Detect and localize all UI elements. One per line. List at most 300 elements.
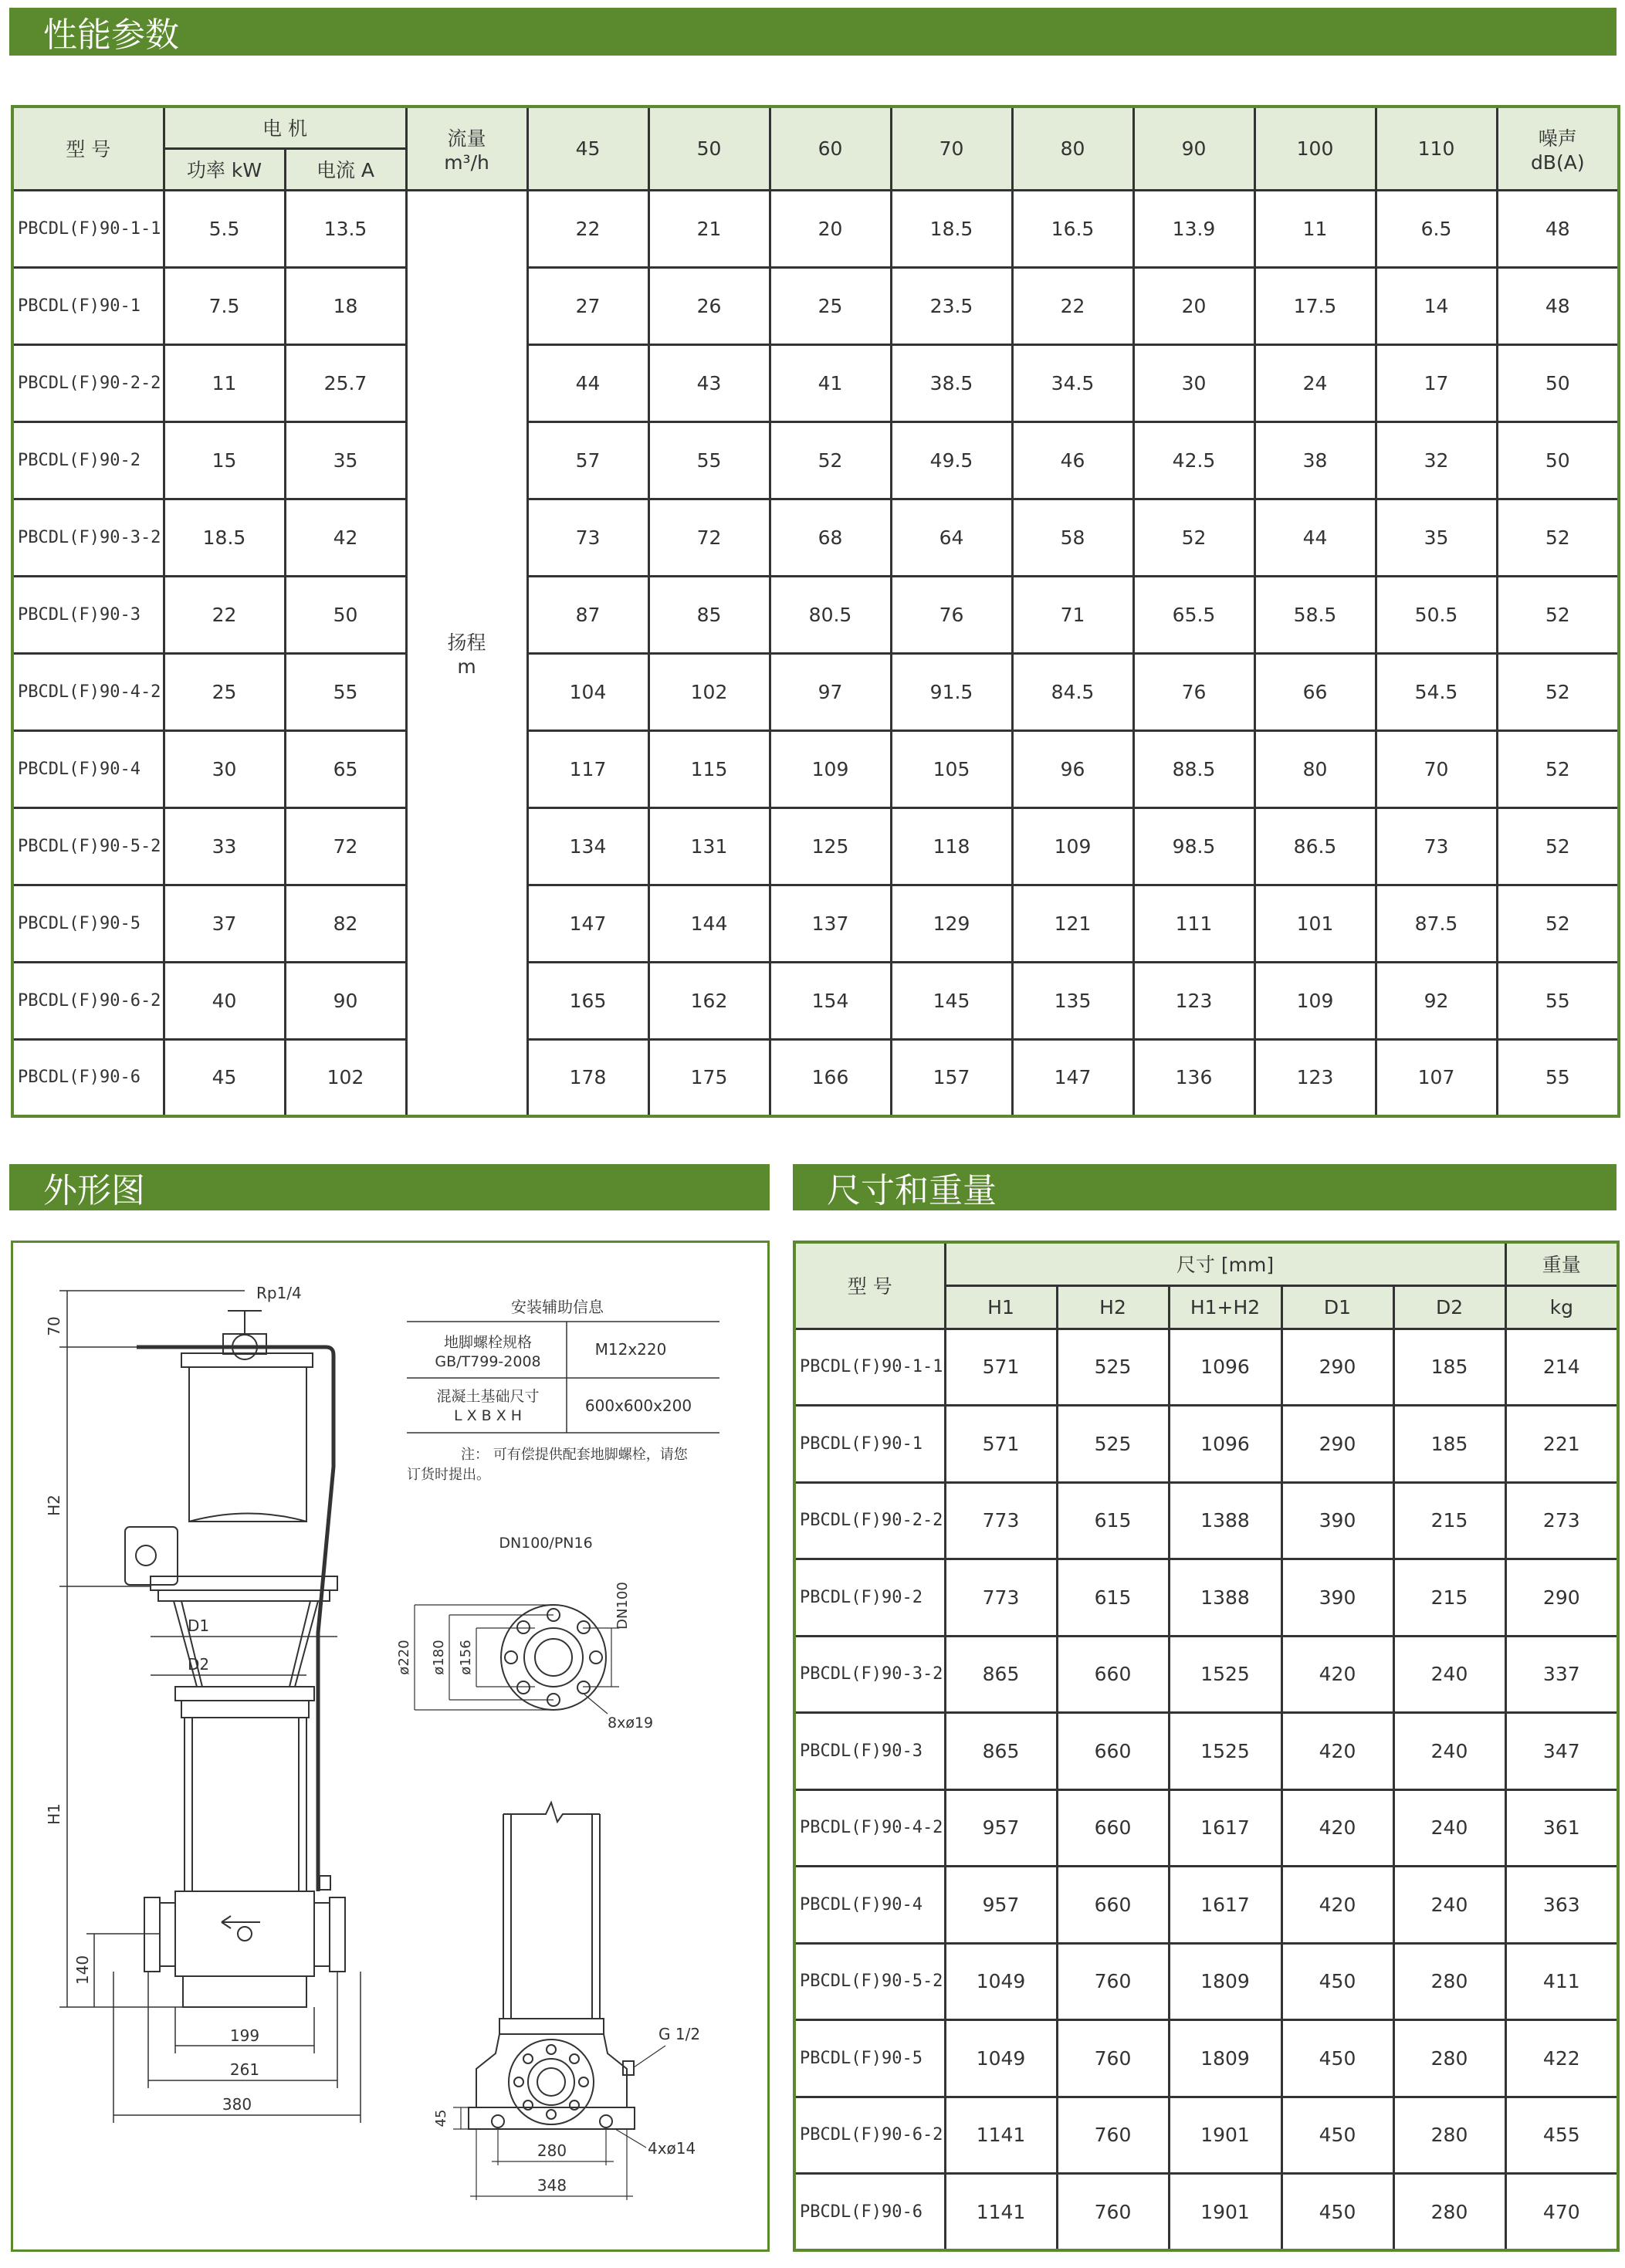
perf-header-current: 电流 A: [285, 148, 406, 190]
perf-head-cell: 147: [1012, 1039, 1133, 1116]
base-size-label: 混凝土基础尺寸: [436, 1388, 540, 1405]
perf-noise-cell: 52: [1497, 885, 1619, 962]
perf-head-label-cell: [406, 190, 527, 1116]
dim-261-label: 261: [229, 2060, 260, 2079]
perf-head-cell: 104: [527, 653, 648, 730]
perf-head-cell: 175: [648, 1039, 770, 1116]
table-row: [12, 962, 1619, 1039]
perf-current-cell: 35: [285, 421, 406, 499]
perf-model-cell: PBCDL(F)90-1: [12, 267, 164, 344]
perf-header-noise-label: 噪声: [1538, 127, 1577, 150]
perf-model-cell: PBCDL(F)90-1-1: [12, 190, 164, 267]
dim-h1-cell: 773: [945, 1482, 1057, 1559]
perf-power-cell: 18.5: [164, 499, 285, 576]
dim-header-model: 型 号: [794, 1242, 945, 1329]
perf-header-flow-unit: m³/h: [444, 151, 489, 174]
dim-h1-cell: 571: [945, 1329, 1057, 1406]
perf-head-cell: 35: [1376, 499, 1497, 576]
perf-head-cell: 6.5: [1376, 190, 1497, 267]
perf-noise-cell: 52: [1497, 807, 1619, 885]
perf-head-cell: 38: [1254, 421, 1376, 499]
dim-d1-cell: 420: [1281, 1867, 1393, 1944]
dim-model-cell: PBCDL(F)90-3: [794, 1713, 945, 1790]
perf-flow-value: 60: [770, 107, 891, 190]
perf-power-cell: 25: [164, 653, 285, 730]
perf-head-cell: 85: [648, 576, 770, 653]
perf-head-cell: 73: [527, 499, 648, 576]
dim-h2-cell: 525: [1057, 1406, 1169, 1483]
perf-power-cell: 15: [164, 421, 285, 499]
rp-label: Rp1/4: [256, 1284, 302, 1302]
flange-dn100-label: DN100: [614, 1582, 631, 1630]
bolt-standard-label: GB/T799-2008: [435, 1353, 541, 1370]
perf-head-cell: 91.5: [891, 653, 1012, 730]
dim-d1-cell: 420: [1281, 1636, 1393, 1713]
perf-head-cell: 13.9: [1133, 190, 1254, 267]
perf-model-cell: PBCDL(F)90-3-2: [12, 499, 164, 576]
perf-head-cell: 52: [1133, 499, 1254, 576]
perf-head-cell: 125: [770, 807, 891, 885]
dim-199-label: 199: [229, 2026, 260, 2045]
dim-h1h2-cell: 1096: [1169, 1329, 1281, 1406]
perf-head-cell: 38.5: [891, 344, 1012, 421]
dim-d1-cell: 450: [1281, 2097, 1393, 2174]
dim-model-cell: PBCDL(F)90-2-2: [794, 1482, 945, 1559]
dim-model-cell: PBCDL(F)90-1-1: [794, 1329, 945, 1406]
perf-noise-cell: 52: [1497, 576, 1619, 653]
perf-head-cell: 98.5: [1133, 807, 1254, 885]
flange-d180-label: ø180: [431, 1640, 447, 1675]
install-info-title: 安装辅助信息: [511, 1298, 604, 1316]
dim-kg-cell: 422: [1505, 2020, 1618, 2097]
dim-h2-cell: 525: [1057, 1329, 1169, 1406]
outline-drawing: [11, 1241, 770, 2252]
dimensions-section-title: 尺寸和重量: [827, 1171, 997, 1210]
dim-h2-cell: 660: [1057, 1636, 1169, 1713]
perf-flow-value: 80: [1012, 107, 1133, 190]
perf-current-cell: 50: [285, 576, 406, 653]
perf-current-cell: 18: [285, 267, 406, 344]
table-row: [794, 1482, 1618, 1559]
dim-380-label: 380: [222, 2095, 252, 2114]
dim-h1-cell: 957: [945, 1867, 1057, 1944]
front-dimension-labels: [45, 1284, 302, 2114]
perf-head-cell: 118: [891, 807, 1012, 885]
perf-head-cell: 11: [1254, 190, 1376, 267]
perf-model-cell: PBCDL(F)90-4: [12, 730, 164, 807]
perf-current-cell: 55: [285, 653, 406, 730]
dim-d2-cell: 240: [1393, 1789, 1505, 1867]
perf-header-noise-unit: dB(A): [1530, 151, 1585, 174]
table-row: [12, 653, 1619, 730]
perf-model-cell: PBCDL(F)90-2: [12, 421, 164, 499]
dim-model-cell: PBCDL(F)90-2: [794, 1559, 945, 1637]
perf-head-cell: 20: [1133, 267, 1254, 344]
dim-d2-cell: 240: [1393, 1713, 1505, 1790]
dim-kg-cell: 290: [1505, 1559, 1618, 1637]
dim-model-cell: PBCDL(F)90-5: [794, 2020, 945, 2097]
dim-d2-label: D2: [187, 1655, 210, 1674]
perf-head-cell: 144: [648, 885, 770, 962]
dimensions-table-body: [794, 1329, 1618, 2250]
dim-h2-cell: 760: [1057, 1943, 1169, 2020]
perf-current-cell: 90: [285, 962, 406, 1039]
table-row: [12, 421, 1619, 499]
dim-h1h2-cell: 1809: [1169, 2020, 1281, 2097]
flange-view: [396, 1535, 653, 1731]
perf-head-cell: 87.5: [1376, 885, 1497, 962]
perf-head-cell: 17: [1376, 344, 1497, 421]
perf-header-motor: 电 机: [164, 107, 406, 148]
flange-holes-label: 8xø19: [608, 1715, 654, 1731]
perf-head-cell: 22: [527, 190, 648, 267]
dim-header-h2: H2: [1057, 1285, 1169, 1329]
table-row: [794, 2020, 1618, 2097]
perf-head-cell: 27: [527, 267, 648, 344]
perf-head-cell: 97: [770, 653, 891, 730]
perf-head-cell: 86.5: [1254, 807, 1376, 885]
perf-head-cell: 135: [1012, 962, 1133, 1039]
perf-header-model: 型 号: [12, 107, 164, 190]
perf-head-unit: m: [457, 655, 476, 679]
table-row: [12, 885, 1619, 962]
dim-header-weight: 重量: [1505, 1242, 1618, 1285]
dim-h1-cell: 773: [945, 1559, 1057, 1637]
dim-d1-cell: 450: [1281, 2020, 1393, 2097]
dim-h1h2-cell: 1388: [1169, 1559, 1281, 1637]
perf-head-cell: 14: [1376, 267, 1497, 344]
perf-head-cell: 101: [1254, 885, 1376, 962]
perf-head-cell: 50.5: [1376, 576, 1497, 653]
table-row: [12, 267, 1619, 344]
dim-h1-cell: 571: [945, 1406, 1057, 1483]
perf-head-cell: 123: [1254, 1039, 1376, 1116]
dim-70-label: 70: [45, 1316, 63, 1336]
perf-header-flow: [406, 107, 527, 190]
table-row: [794, 2174, 1618, 2251]
dim-kg-cell: 411: [1505, 1943, 1618, 2020]
perf-head-cell: 52: [770, 421, 891, 499]
perf-head-cell: 30: [1133, 344, 1254, 421]
perf-head-cell: 147: [527, 885, 648, 962]
perf-header-flow-label: 流量: [447, 127, 486, 150]
perf-flow-value: 100: [1254, 107, 1376, 190]
perf-power-cell: 22: [164, 576, 285, 653]
performance-section-header: [9, 8, 1617, 56]
dim-d1-cell: 290: [1281, 1406, 1393, 1483]
table-row: [12, 499, 1619, 576]
dim-d1-cell: 420: [1281, 1713, 1393, 1790]
dim-model-cell: PBCDL(F)90-4-2: [794, 1789, 945, 1867]
table-row: [12, 190, 1619, 267]
perf-head-cell: 92: [1376, 962, 1497, 1039]
perf-power-cell: 40: [164, 962, 285, 1039]
perf-head-cell: 42.5: [1133, 421, 1254, 499]
perf-head-cell: 84.5: [1012, 653, 1133, 730]
dim-header-h1h2: H1+H2: [1169, 1285, 1281, 1329]
table-row: [794, 1406, 1618, 1483]
perf-head-cell: 64: [891, 499, 1012, 576]
install-info: [407, 1298, 719, 1483]
perf-head-cell: 154: [770, 962, 891, 1039]
perf-head-cell: 16.5: [1012, 190, 1133, 267]
dim-h1h2-cell: 1096: [1169, 1406, 1281, 1483]
dim-h2-cell: 660: [1057, 1867, 1169, 1944]
outline-section-title: 外形图: [43, 1171, 145, 1210]
perf-head-cell: 165: [527, 962, 648, 1039]
dim-h2-cell: 615: [1057, 1559, 1169, 1637]
dim-header-size: 尺寸 [mm]: [945, 1242, 1505, 1285]
perf-head-cell: 71: [1012, 576, 1133, 653]
perf-head-cell: 96: [1012, 730, 1133, 807]
perf-flow-value: 90: [1133, 107, 1254, 190]
perf-head-cell: 88.5: [1133, 730, 1254, 807]
flange-spec-label: DN100/PN16: [499, 1535, 593, 1552]
dim-d1-label: D1: [187, 1616, 210, 1635]
perf-head-cell: 115: [648, 730, 770, 807]
perf-head-cell: 105: [891, 730, 1012, 807]
dim-h1-cell: 865: [945, 1713, 1057, 1790]
g12-label: G 1/2: [658, 2025, 701, 2043]
dim-h1h2-cell: 1809: [1169, 1943, 1281, 2020]
flange-d156-label: ø156: [458, 1640, 474, 1675]
perf-flow-value: 50: [648, 107, 770, 190]
dim-h1h2-cell: 1388: [1169, 1482, 1281, 1559]
table-row: [12, 576, 1619, 653]
perf-head-cell: 18.5: [891, 190, 1012, 267]
perf-noise-cell: 52: [1497, 730, 1619, 807]
perf-current-cell: 25.7: [285, 344, 406, 421]
table-row: [794, 1713, 1618, 1790]
perf-current-cell: 82: [285, 885, 406, 962]
perf-model-cell: PBCDL(F)90-3: [12, 576, 164, 653]
perf-noise-cell: 48: [1497, 190, 1619, 267]
perf-flow-value: 70: [891, 107, 1012, 190]
perf-head-cell: 20: [770, 190, 891, 267]
dim-h1h2-cell: 1901: [1169, 2097, 1281, 2174]
perf-head-cell: 21: [648, 190, 770, 267]
outline-section-header: [9, 1164, 770, 1210]
perf-head-cell: 117: [527, 730, 648, 807]
perf-head-label: 扬程: [447, 631, 486, 655]
perf-model-cell: PBCDL(F)90-5: [12, 885, 164, 962]
perf-head-cell: 131: [648, 807, 770, 885]
dim-h1h2-cell: 1901: [1169, 2174, 1281, 2251]
dim-d2-cell: 280: [1393, 2174, 1505, 2251]
perf-header-power: 功率 kW: [164, 148, 285, 190]
perf-model-cell: PBCDL(F)90-4-2: [12, 653, 164, 730]
perf-head-cell: 23.5: [891, 267, 1012, 344]
perf-head-cell: 129: [891, 885, 1012, 962]
perf-head-cell: 34.5: [1012, 344, 1133, 421]
perf-head-cell: 166: [770, 1039, 891, 1116]
dim-h2-cell: 615: [1057, 1482, 1169, 1559]
perf-model-cell: PBCDL(F)90-6: [12, 1039, 164, 1116]
perf-head-cell: 25: [770, 267, 891, 344]
perf-head-cell: 80.5: [770, 576, 891, 653]
outline-drawing-svg: [13, 1243, 772, 2254]
table-row: [794, 1636, 1618, 1713]
dim-h1h2-cell: 1617: [1169, 1789, 1281, 1867]
perf-power-cell: 45: [164, 1039, 285, 1116]
perf-head-cell: 76: [891, 576, 1012, 653]
base-size-value: 600x600x200: [584, 1396, 692, 1415]
perf-head-cell: 107: [1376, 1039, 1497, 1116]
dim-h2-cell: 660: [1057, 1789, 1169, 1867]
foot-holes-label: 4xø14: [648, 2139, 696, 2158]
perf-power-cell: 5.5: [164, 190, 285, 267]
perf-head-cell: 49.5: [891, 421, 1012, 499]
dim-h2-cell: 760: [1057, 2097, 1169, 2174]
perf-model-cell: PBCDL(F)90-6-2: [12, 962, 164, 1039]
dim-h2-cell: 660: [1057, 1713, 1169, 1790]
perf-noise-cell: 52: [1497, 653, 1619, 730]
dim-h1-cell: 865: [945, 1636, 1057, 1713]
dim-header-d2: D2: [1393, 1285, 1505, 1329]
dim-h1h2-cell: 1617: [1169, 1867, 1281, 1944]
dim-d2-cell: 280: [1393, 1943, 1505, 2020]
table-row: [12, 1039, 1619, 1116]
flange-d220-label: ø220: [396, 1640, 412, 1675]
dim-model-cell: PBCDL(F)90-3-2: [794, 1636, 945, 1713]
dim-d1-cell: 390: [1281, 1482, 1393, 1559]
perf-head-cell: 102: [648, 653, 770, 730]
dim-d2-cell: 185: [1393, 1329, 1505, 1406]
perf-power-cell: 37: [164, 885, 285, 962]
pump-front-view: [125, 1311, 345, 2007]
perf-noise-cell: 48: [1497, 267, 1619, 344]
table-row: [794, 1867, 1618, 1944]
perf-head-cell: 44: [1254, 499, 1376, 576]
dim-kg-cell: 363: [1505, 1867, 1618, 1944]
perf-noise-cell: 55: [1497, 962, 1619, 1039]
dim-header-d1: D1: [1281, 1285, 1393, 1329]
perf-head-cell: 111: [1133, 885, 1254, 962]
perf-head-cell: 24: [1254, 344, 1376, 421]
dim-h1-cell: 1141: [945, 2097, 1057, 2174]
perf-head-cell: 65.5: [1133, 576, 1254, 653]
install-note-line-2: 订货时提出。: [407, 1467, 490, 1483]
perf-flow-value: 45: [527, 107, 648, 190]
dim-h2-cell: 760: [1057, 2020, 1169, 2097]
perf-head-cell: 123: [1133, 962, 1254, 1039]
dim-kg-cell: 347: [1505, 1713, 1618, 1790]
perf-head-cell: 137: [770, 885, 891, 962]
perf-power-cell: 7.5: [164, 267, 285, 344]
perf-flow-value: 110: [1376, 107, 1497, 190]
perf-head-cell: 109: [1254, 962, 1376, 1039]
dim-140-label: 140: [73, 1955, 92, 1985]
dim-d2-cell: 240: [1393, 1867, 1505, 1944]
dim-model-cell: PBCDL(F)90-1: [794, 1406, 945, 1483]
dimensions-section-header: [793, 1164, 1617, 1210]
perf-head-cell: 43: [648, 344, 770, 421]
perf-noise-cell: 50: [1497, 344, 1619, 421]
dim-d2-cell: 215: [1393, 1482, 1505, 1559]
perf-model-cell: PBCDL(F)90-5-2: [12, 807, 164, 885]
dim-d2-cell: 240: [1393, 1636, 1505, 1713]
perf-head-cell: 55: [648, 421, 770, 499]
perf-model-cell: PBCDL(F)90-2-2: [12, 344, 164, 421]
perf-head-cell: 162: [648, 962, 770, 1039]
performance-section-title: 性能参数: [43, 15, 179, 55]
dim-h2-label: H2: [45, 1495, 63, 1516]
perf-head-cell: 80: [1254, 730, 1376, 807]
perf-noise-cell: 55: [1497, 1039, 1619, 1116]
perf-noise-cell: 50: [1497, 421, 1619, 499]
dim-kg-cell: 214: [1505, 1329, 1618, 1406]
dim-kg-cell: 273: [1505, 1482, 1618, 1559]
base-dims-label: L X B X H: [453, 1407, 523, 1424]
perf-head-cell: 44: [527, 344, 648, 421]
table-row: [794, 2097, 1618, 2174]
dim-d1-cell: 450: [1281, 1943, 1393, 2020]
table-row: [12, 730, 1619, 807]
dim-d2-cell: 215: [1393, 1559, 1505, 1637]
perf-head-cell: 22: [1012, 267, 1133, 344]
dim-kg-cell: 221: [1505, 1406, 1618, 1483]
side-dimension-labels: [433, 2025, 700, 2195]
dim-h1h2-cell: 1525: [1169, 1636, 1281, 1713]
dim-h1-cell: 957: [945, 1789, 1057, 1867]
table-row: [12, 807, 1619, 885]
perf-head-cell: 70: [1376, 730, 1497, 807]
perf-head-cell: 57: [527, 421, 648, 499]
perf-head-cell: 145: [891, 962, 1012, 1039]
pump-side-view: [469, 1803, 635, 2129]
install-note-line-1: 注： 可有偿提供配套地脚螺栓，请您: [461, 1447, 688, 1463]
perf-head-cell: 58.5: [1254, 576, 1376, 653]
perf-head-cell: 41: [770, 344, 891, 421]
perf-head-cell: 178: [527, 1039, 648, 1116]
dim-model-cell: PBCDL(F)90-4: [794, 1867, 945, 1944]
dim-h1h2-cell: 1525: [1169, 1713, 1281, 1790]
perf-header-noise: [1497, 107, 1619, 190]
performance-table-body: [12, 190, 1619, 1116]
dim-348-label: 348: [537, 2176, 567, 2195]
perf-head-cell: 121: [1012, 885, 1133, 962]
perf-head-cell: 136: [1133, 1039, 1254, 1116]
perf-head-cell: 26: [648, 267, 770, 344]
dim-h1-cell: 1049: [945, 1943, 1057, 2020]
dim-d1-cell: 450: [1281, 2174, 1393, 2251]
perf-head-cell: 17.5: [1254, 267, 1376, 344]
dim-d2-cell: 185: [1393, 1406, 1505, 1483]
dim-kg-cell: 361: [1505, 1789, 1618, 1867]
perf-current-cell: 42: [285, 499, 406, 576]
dim-d1-cell: 420: [1281, 1789, 1393, 1867]
perf-head-cell: 68: [770, 499, 891, 576]
dim-h1-label: H1: [45, 1803, 63, 1825]
dim-model-cell: PBCDL(F)90-5-2: [794, 1943, 945, 2020]
perf-head-cell: 54.5: [1376, 653, 1497, 730]
dim-45-label: 45: [433, 2109, 449, 2128]
table-row: [794, 1329, 1618, 1406]
perf-head-cell: 58: [1012, 499, 1133, 576]
dim-h1-cell: 1049: [945, 2020, 1057, 2097]
dim-kg-cell: 470: [1505, 2174, 1618, 2251]
table-row: [12, 344, 1619, 421]
perf-head-cell: 66: [1254, 653, 1376, 730]
perf-head-cell: 76: [1133, 653, 1254, 730]
dim-280-label: 280: [537, 2141, 567, 2160]
perf-head-cell: 73: [1376, 807, 1497, 885]
perf-current-cell: 65: [285, 730, 406, 807]
performance-table: [11, 105, 1620, 1118]
dim-kg-cell: 455: [1505, 2097, 1618, 2174]
table-row: [794, 1559, 1618, 1637]
perf-power-cell: 30: [164, 730, 285, 807]
